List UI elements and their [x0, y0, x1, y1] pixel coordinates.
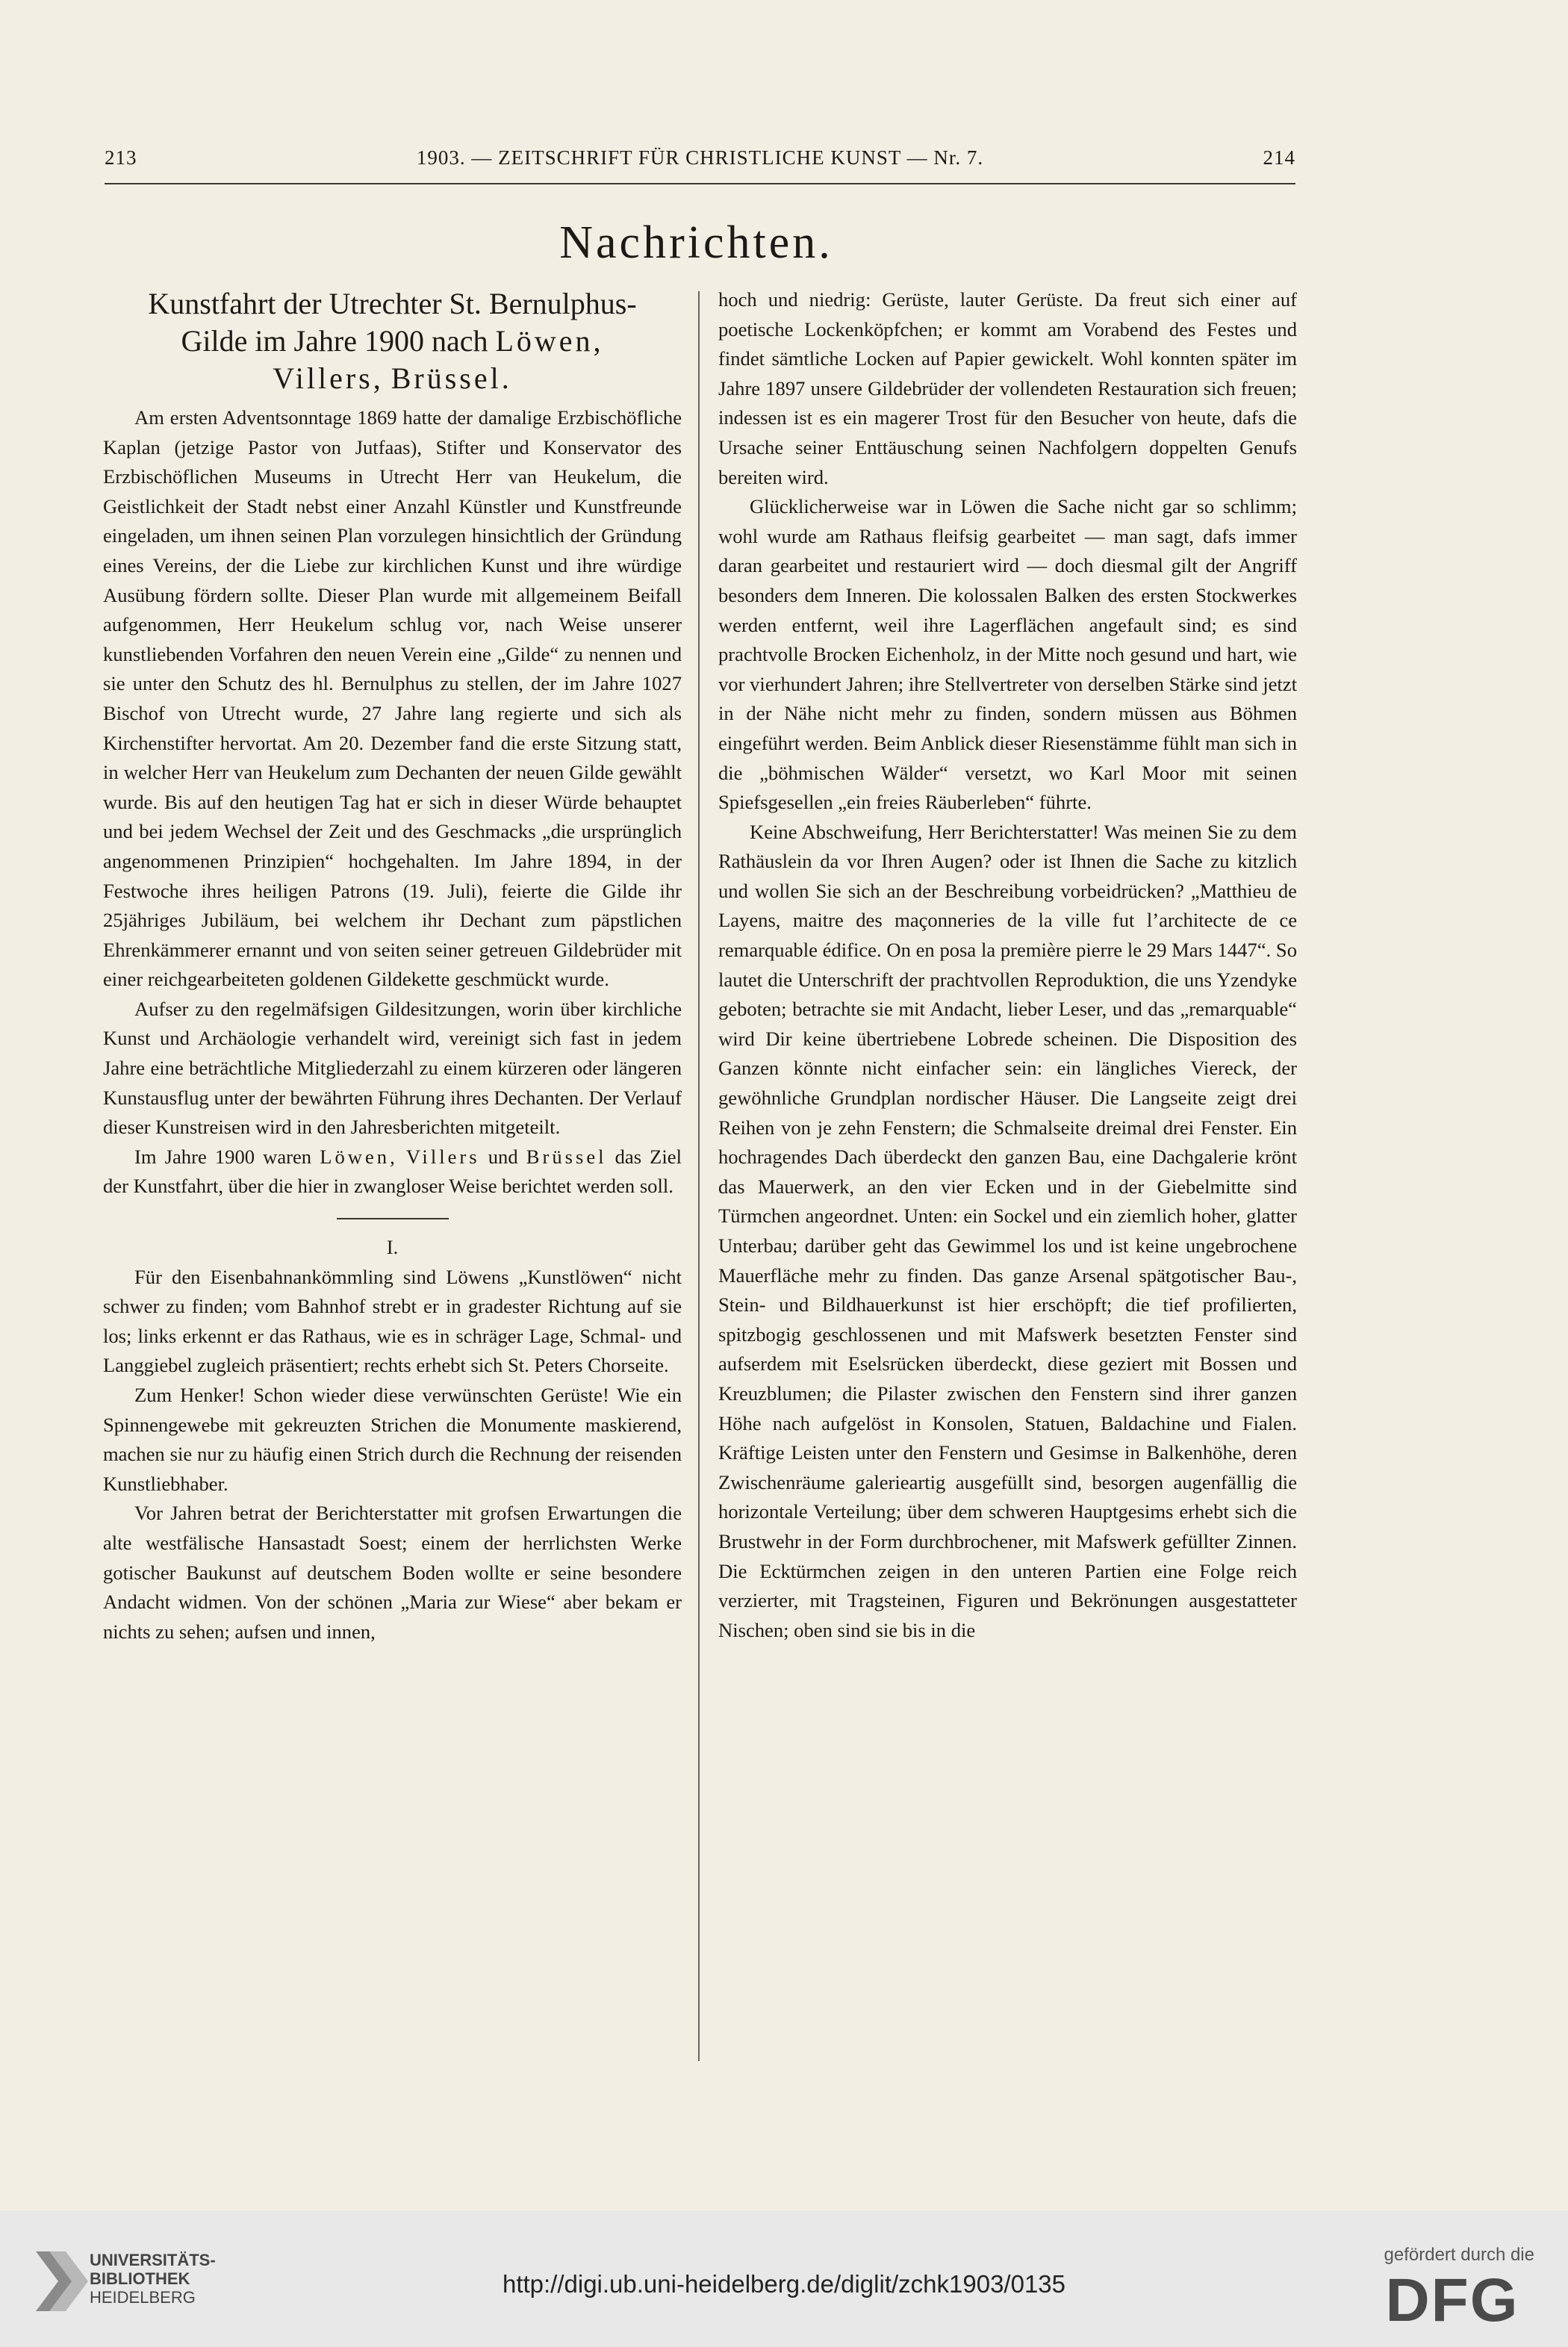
- paragraph-3: [103, 1143, 682, 1202]
- header-rule: [105, 183, 1295, 184]
- left-column: [103, 285, 682, 1647]
- dfg-logo-icon: [1370, 2269, 1534, 2330]
- section-divider: [337, 1218, 449, 1219]
- article-title-line2a: Gilde im Jahre 1900 nach: [181, 324, 488, 358]
- dfg-logo-text: DFG: [1385, 2269, 1519, 2330]
- paragraph-8: Glücklicherweise war in Löwen die Sache nicht gar so schlimm; wohl wurde am Rathaus fleifsig gearbeitet — man sagt, dafs immer daran gearbeitet und restauriert wird — doch diesmal gilt der Angriff besonders dem Inneren. Die kolossalen Balken des ersten Stockwerkes werden entfernt, weil ihre Lagerflächen angefault sind; es sind prachtvolle Brocken Eichenholz, in der Mitte noch gesund und hart, wie vor vierhundert Jahren; ihre Stellvertreter von derselben Stärke sind jetzt in der Nähe nicht mehr zu finden, sondern müssen aus Böhmen eingeführt werden. Beim Anblick dieser Riesenstämme fühlt man sich in die „böhmischen Wälder“ versetzt, wo Karl Moor mit seinen Spiefsgesellen „ein freies Räuberleben“ führte.: [718, 495, 1297, 814]
- library-line-3: HEIDELBERG: [90, 2288, 196, 2307]
- paragraph-5: Zum Henker! Schon wieder diese verwünschten Gerüste! Wie ein Spinnengewebe mit gekreuzten Strichen die Monumente maskierend, machen sie nur zu häufig einen Strich durch die Rechnung der reisenden Kunstliebhaber.: [103, 1384, 682, 1495]
- paragraph-3-end: das Ziel der Kunstfahrt, über die hier in zwangloser Weise berichtet werden soll.: [103, 1145, 682, 1198]
- paragraph-6: Vor Jahren betrat der Berichterstatter mit grofsen Erwartungen die alte westfälische Hansastadt Soest; einem der herrlichsten Werke gotischer Baukunst auf deutschem Boden wollte er seine besondere Andacht widmen. Von der schönen „Maria zur Wiese“ aber bekam er nichts zu sehen; aufsen und innen,: [103, 1502, 682, 1643]
- library-line-2: BIBLIOTHEK: [90, 2269, 190, 2288]
- funding-caption: gefördert durch die: [1384, 2245, 1534, 2265]
- article-title: [103, 285, 682, 397]
- article-title-line1: Kunstfahrt der Utrechter St. Bernulphus-: [148, 287, 637, 320]
- paragraph-2: Aufser zu den regelmäfsigen Gildesitzungen, worin über kirchliche Kunst und Archäologie verhandelt wird, vereinigt sich fast in jedem Jahre eine beträchtliche Mitgliederzahl zu einem kürzeren oder längeren Kunstausflug unter der bewährten Führung ihres Dechanten. Der Verlauf dieser Kunstreisen wird in den Jahresberichten mitgeteilt.: [103, 997, 682, 1139]
- article-title-loewen: Löwen,: [495, 324, 604, 358]
- paragraph-4: Für den Eisenbahnankömmling sind Löwens „Kunstlöwen“ nicht schwer zu finden; vom Bahnhof strebt er in gradester Richtung auf sie los; links erkennt er das Rathaus, wie es in schräger Lage, Schmal- und Langgiebel zugleich präsentiert; rechts erhebt sich St. Peters Chorseite.: [103, 1265, 682, 1377]
- paragraph-1: Am ersten Adventsonntage 1869 hatte der damalige Erzbischöfliche Kaplan (jetzige Pastor von Jutfaas), Stifter und Konservator des Erzbischöflichen Museums in Utrecht Herr van Heukelum, die Geistlichkeit der Stadt nebst einer Anzahl Künstler und Kunstfreunde eingeladen, um ihnen seinen Plan vorzulegen hinsichtlich der Gründung eines Vereins, der die Liebe zur kirchlichen Kunst und ihre würdige Ausübung fördern sollte. Dieser Plan wurde mit allgemeinem Beifall aufgenommen, Herr Heukelum schlug vor, nach Weise unserer kunstliebenden Vorfahren den neuen Verein eine „Gilde“ zu nennen und sie unter den Schutz des hl. Bernulphus zu stellen, der im Jahre 1027 Bischof von Utrecht wurde, 27 Jahre lang regierte und sich als Kirchenstifter hervortat. Am 20. Dezember fand die erste Sitzung statt, in welcher Herr van Heukelum zum Dechanten der neuen Gilde gewählt wurde. Bis auf den heutigen Tag hat er sich in dieser Würde behauptet und bei jedem Wechsel der Zeit und des Geschmacks „die ursprünglich angenommenen Prinzipien“ hochgehalten. Im Jahre 1894, in der Festwoche ihres heiligen Patrons (19. Juli), feierte die Gilde ihr 25jähriges Jubiläum, bei welchem ihr Dechant zum päpstlichen Ehrenkämmerer ernannt und von seiten seiner getreuen Gildebrüder mit einer reichgearbeiteten goldenen Gildekette geschmückt wurde.: [103, 406, 682, 991]
- paragraph-7: hoch und niedrig: Gerüste, lauter Gerüste. Da freut sich einer auf poetische Lockenköpfchen; er kommt am Vorabend des Festes und findet sämtliche Locken auf Papier gewickelt. Wohl konnten später im Jahre 1897 unsere Gildebrüder der vollendeten Restauration sich freuen; indessen ist es ein magerer Trost für den Besucher von heute, dafs die Ursache seiner Enttäuschung seinen Nachfolgern doppelten Genufs bereiten wird.: [718, 288, 1297, 488]
- library-line-1: UNIVERSITÄTS-: [90, 2251, 216, 2269]
- section-title: Nachrichten.: [559, 217, 833, 268]
- section-numeral: I.: [386, 1236, 399, 1259]
- column-rule: [698, 291, 700, 2061]
- paragraph-3-start: Im Jahre 1900 waren: [134, 1145, 312, 1168]
- paragraph-3-und: und: [488, 1145, 518, 1168]
- article-title-villers: Villers,: [273, 361, 384, 395]
- page-number-left: 213: [105, 146, 137, 169]
- page-number-right: 214: [1263, 146, 1295, 169]
- right-column: [718, 285, 1297, 1645]
- permalink-url[interactable]: http://digi.ub.uni-heidelberg.de/diglit/zchk1903/0135: [502, 2270, 1066, 2298]
- place-loewen: Löwen,: [320, 1145, 398, 1168]
- running-header: [105, 146, 1295, 176]
- article-title-bruessel: Brüssel.: [391, 361, 512, 395]
- paragraph-9: Keine Abschweifung, Herr Berichterstatter! Was meinen Sie zu dem Rathäuslein da vor Ihren Augen? oder ist Ihnen die Sache zu kitzlich und wollen Sie sich an der Beschreibung vorbeidrücken? „Matthieu de Layens, maitre des maçonneries de la ville fut l’architecte de ce remarquable édifice. On en posa la première pierre le 29 Mars 1447“. So lautet die Unterschrift der prachtvollen Reproduktion, die uns Yzendyke geboten; betrachte sie mit Andacht, lieber Leser, und das „remarquable“ wird Dir keine übertriebene Lobrede scheinen. Die Disposition des Ganzen könnte nicht einfacher sein: ein längliches Viereck, der gewöhnliche Grundplan nordischer Häuser. Die Langseite zeigt drei Reihen von je zehn Fenstern; die Schmalseite dreimal drei Fenster. Ein hochragendes Dach überdeckt den ganzen Bau, eine Dachgalerie krönt das Mauerwerk, an den vier Ecken und in der Giebelmitte sind Türmchen angeordnet. Unten: ein Sockel und ein ziemlich hoher, glatter Unterbau; darüber geht das Gewimmel los und ist keine ungebrochene Mauerfläche mehr zu finden. Das ganze Arsenal spätgotischer Bau-, Stein- und Bildhauerkunst ist hier erschöpft; die tief profilierten, spitzbogig geschlossenen und mit Mafswerk besetzten Fenster sind aufserdem mit Eselsrücken überdeckt, diese geziert mit Bossen und Kreuzblumen; die Pilaster zwischen den Fenstern sind ihrer ganzen Höhe nach aufgelöst in Konsolen, Statuen, Baldachine und Fialen. Kräftige Leisten unter den Fenstern und Gesimse in Balkenhöhe, deren Zwischenräume galerieartig ausgefüllt sind, besorgen augenfällig die horizontale Verteilung; über dem schweren Hauptgesims erhebt sich die Brustwehr in der Form durchbrochener, mit Mafswerk gefüllter Zinnen. Die Ecktürmchen zeigen in den unteren Partien eine Folge reich verzierter, mit Tragsteinen, Figuren und Bekrönungen ausgestatteter Nischen; oben sind sie bis in die: [718, 820, 1297, 1641]
- journal-header: 1903. — ZEITSCHRIFT FÜR CHRISTLICHE KUNST — Nr. 7.: [416, 146, 984, 169]
- place-bruessel: Brüssel: [526, 1145, 607, 1168]
- place-villers: Villers: [405, 1145, 480, 1168]
- library-footer: [0, 2210, 1568, 2347]
